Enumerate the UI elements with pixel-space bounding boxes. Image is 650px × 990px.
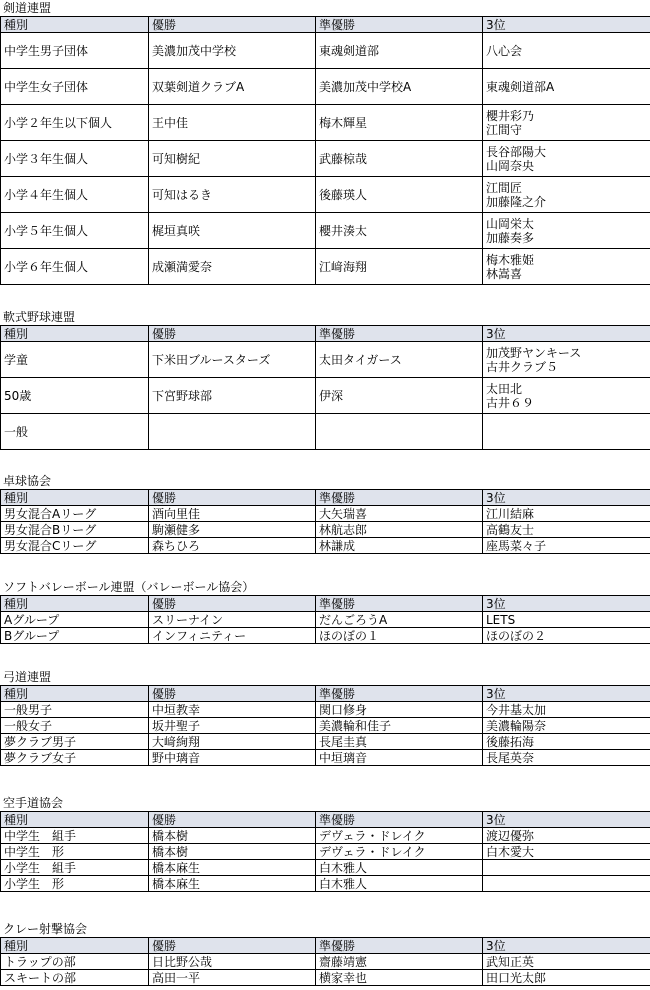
winner-cell: 酒向里佳 xyxy=(149,506,316,522)
third-place-cell xyxy=(483,860,650,876)
cell-line: 太田北 xyxy=(486,381,523,396)
table-row xyxy=(1,954,650,970)
column-header: 種別 xyxy=(1,812,149,828)
runner-up-cell: 武藤椋哉 xyxy=(316,141,483,177)
category-cell: 小学３年生個人 xyxy=(1,141,149,177)
category-cell: Bグループ xyxy=(1,628,149,644)
runner-up-cell: 江﨑海翔 xyxy=(316,249,483,285)
column-header: 優勝 xyxy=(149,490,316,506)
category-cell: 小学２年生以下個人 xyxy=(1,105,149,141)
column-header: 準優勝 xyxy=(316,17,483,33)
category-cell: 一般 xyxy=(1,414,149,450)
winner-cell: 高田一平 xyxy=(149,970,316,986)
column-header: 3位 xyxy=(483,938,650,954)
third-place-cell: 武知正英 xyxy=(483,954,650,970)
category-cell: 中学生女子団体 xyxy=(1,69,149,105)
table-header-row xyxy=(1,326,650,342)
column-header: 準優勝 xyxy=(316,326,483,342)
runner-up-cell: だんごろうA xyxy=(316,612,483,628)
third-place-cell: 今井基太加 xyxy=(483,702,650,718)
third-place-cell xyxy=(483,141,650,177)
category-cell: 一般男子 xyxy=(1,702,149,718)
results-section xyxy=(0,921,650,986)
winner-cell: 王中佳 xyxy=(149,105,316,141)
cell-line: 櫻井彩乃 xyxy=(486,108,535,123)
winner-cell: 橋本麻生 xyxy=(149,876,316,892)
results-table xyxy=(0,937,650,986)
cell-line: 山岡栄太 xyxy=(486,216,535,231)
column-header: 3位 xyxy=(483,596,650,612)
cell-line: 長谷部陽大 xyxy=(486,144,547,159)
table-row xyxy=(1,750,650,766)
category-cell: 学童 xyxy=(1,342,149,378)
winner-cell: 下米田ブルースターズ xyxy=(149,342,316,378)
table-header-row xyxy=(1,812,650,828)
category-cell: 50歳 xyxy=(1,378,149,414)
column-header: 種別 xyxy=(1,326,149,342)
winner-cell: 森ちひろ xyxy=(149,538,316,554)
table-row xyxy=(1,378,650,414)
winner-cell: 可知はるき xyxy=(149,177,316,213)
column-header: 優勝 xyxy=(149,938,316,954)
category-cell: Aグループ xyxy=(1,612,149,628)
table-row xyxy=(1,844,650,860)
runner-up-cell: ほのぼの１ xyxy=(316,628,483,644)
table-header-row xyxy=(1,596,650,612)
category-cell: 男女混合Bリーグ xyxy=(1,522,149,538)
category-cell: 夢クラブ女子 xyxy=(1,750,149,766)
category-cell: 一般女子 xyxy=(1,718,149,734)
third-place-cell: 座馬菜々子 xyxy=(483,538,650,554)
cell-line: 加藤隆之介 xyxy=(486,194,547,209)
third-place-cell: 八心会 xyxy=(483,33,650,69)
winner-cell xyxy=(149,414,316,450)
runner-up-cell: 美濃加茂中学校A xyxy=(316,69,483,105)
third-place-cell: 白木愛大 xyxy=(483,844,650,860)
column-header: 優勝 xyxy=(149,326,316,342)
table-row xyxy=(1,734,650,750)
section-title: ソフトバレーボール連盟（バレーボール協会） xyxy=(3,580,255,594)
third-place-cell: LETS xyxy=(483,612,650,628)
table-row xyxy=(1,414,650,450)
column-header: 優勝 xyxy=(149,17,316,33)
results-table xyxy=(0,811,650,892)
results-section xyxy=(0,473,650,554)
column-header: 3位 xyxy=(483,686,650,702)
runner-up-cell: 伊深 xyxy=(316,378,483,414)
third-place-cell: 美濃輪陽奈 xyxy=(483,718,650,734)
third-place-cell xyxy=(483,105,650,141)
table-row xyxy=(1,860,650,876)
category-cell: 小学生 組手 xyxy=(1,860,149,876)
results-table xyxy=(0,16,650,285)
table-row xyxy=(1,141,650,177)
section-title: 弓道連盟 xyxy=(3,670,52,684)
results-table xyxy=(0,489,650,554)
category-cell: 小学４年生個人 xyxy=(1,177,149,213)
column-header: 準優勝 xyxy=(316,490,483,506)
table-row xyxy=(1,628,650,644)
winner-cell: 野中璃音 xyxy=(149,750,316,766)
column-header: 種別 xyxy=(1,17,149,33)
table-row xyxy=(1,718,650,734)
cell-line: 林嵩喜 xyxy=(486,266,523,281)
runner-up-cell: 長尾圭真 xyxy=(316,734,483,750)
third-place-cell: 江川結麻 xyxy=(483,506,650,522)
winner-cell: インフィニティー xyxy=(149,628,316,644)
third-place-cell: 渡辺優弥 xyxy=(483,828,650,844)
runner-up-cell: 大矢瑞喜 xyxy=(316,506,483,522)
runner-up-cell xyxy=(316,414,483,450)
column-header: 種別 xyxy=(1,596,149,612)
column-header: 準優勝 xyxy=(316,938,483,954)
category-cell: 中学生 組手 xyxy=(1,828,149,844)
results-section xyxy=(0,795,650,892)
category-cell: トラップの部 xyxy=(1,954,149,970)
runner-up-cell: 後藤瑛人 xyxy=(316,177,483,213)
runner-up-cell: 中垣璃音 xyxy=(316,750,483,766)
runner-up-cell: 梅木輝星 xyxy=(316,105,483,141)
winner-cell: 坂井聖子 xyxy=(149,718,316,734)
runner-up-cell: 太田タイガース xyxy=(316,342,483,378)
results-table xyxy=(0,685,650,766)
category-cell: 小学生 形 xyxy=(1,876,149,892)
third-place-cell xyxy=(483,876,650,892)
runner-up-cell: 白木雅人 xyxy=(316,876,483,892)
table-row xyxy=(1,177,650,213)
runner-up-cell: 櫻井湊太 xyxy=(316,213,483,249)
cell-line: 古井クラブ５ xyxy=(486,359,559,374)
table-row xyxy=(1,522,650,538)
table-row xyxy=(1,970,650,986)
third-place-cell xyxy=(483,414,650,450)
column-header: 優勝 xyxy=(149,686,316,702)
section-title: 卓球協会 xyxy=(3,474,52,488)
runner-up-cell: 白木雅人 xyxy=(316,860,483,876)
table-row xyxy=(1,702,650,718)
third-place-cell xyxy=(483,177,650,213)
results-section xyxy=(0,309,650,450)
column-header: 優勝 xyxy=(149,596,316,612)
column-header: 優勝 xyxy=(149,812,316,828)
winner-cell: 中垣教幸 xyxy=(149,702,316,718)
winner-cell: 下宮野球部 xyxy=(149,378,316,414)
results-table xyxy=(0,595,650,644)
category-cell: 小学５年生個人 xyxy=(1,213,149,249)
runner-up-cell: 関口修身 xyxy=(316,702,483,718)
column-header: 種別 xyxy=(1,490,149,506)
section-title: 剣道連盟 xyxy=(3,1,52,15)
runner-up-cell: デヴェラ・ドレイク xyxy=(316,844,483,860)
winner-cell: 成瀬満愛奈 xyxy=(149,249,316,285)
table-row xyxy=(1,538,650,554)
runner-up-cell: 林謙成 xyxy=(316,538,483,554)
third-place-cell: 後藤拓海 xyxy=(483,734,650,750)
column-header: 3位 xyxy=(483,17,650,33)
winner-cell: 美濃加茂中学校 xyxy=(149,33,316,69)
table-row xyxy=(1,249,650,285)
category-cell: 男女混合Aリーグ xyxy=(1,506,149,522)
column-header: 3位 xyxy=(483,812,650,828)
winner-cell: 橋本麻生 xyxy=(149,860,316,876)
third-place-cell xyxy=(483,378,650,414)
results-section xyxy=(0,0,650,285)
table-row xyxy=(1,105,650,141)
third-place-cell: 田口光太郎 xyxy=(483,970,650,986)
category-cell: スキートの部 xyxy=(1,970,149,986)
winner-cell: 駒瀬健多 xyxy=(149,522,316,538)
column-header: 準優勝 xyxy=(316,596,483,612)
winner-cell: 橋本樹 xyxy=(149,844,316,860)
category-cell: 夢クラブ男子 xyxy=(1,734,149,750)
winner-cell: 橋本樹 xyxy=(149,828,316,844)
runner-up-cell: 横家幸也 xyxy=(316,970,483,986)
table-row xyxy=(1,342,650,378)
third-place-cell: 東魂剣道部A xyxy=(483,69,650,105)
column-header: 種別 xyxy=(1,686,149,702)
cell-line: 山岡奈央 xyxy=(486,158,535,173)
cell-line: 江間守 xyxy=(486,122,523,137)
runner-up-cell: 林航志郎 xyxy=(316,522,483,538)
column-header: 準優勝 xyxy=(316,812,483,828)
runner-up-cell: 齋藤靖憲 xyxy=(316,954,483,970)
third-place-cell: 長尾英奈 xyxy=(483,750,650,766)
results-section xyxy=(0,579,650,644)
cell-line: 加茂野ヤンキース xyxy=(486,345,582,360)
category-cell: 小学６年生個人 xyxy=(1,249,149,285)
column-header: 準優勝 xyxy=(316,686,483,702)
table-row xyxy=(1,612,650,628)
cell-line: 古井６９ xyxy=(486,395,535,410)
table-row xyxy=(1,828,650,844)
runner-up-cell: デヴェラ・ドレイク xyxy=(316,828,483,844)
column-header: 3位 xyxy=(483,490,650,506)
table-row xyxy=(1,69,650,105)
winner-cell: 双葉剣道クラブA xyxy=(149,69,316,105)
table-row xyxy=(1,506,650,522)
winner-cell: 大﨑絢翔 xyxy=(149,734,316,750)
cell-line: 加藤奏多 xyxy=(486,230,535,245)
third-place-cell xyxy=(483,342,650,378)
third-place-cell xyxy=(483,213,650,249)
section-title: クレー射撃協会 xyxy=(3,922,88,936)
third-place-cell xyxy=(483,249,650,285)
results-table xyxy=(0,325,650,450)
winner-cell: スリーナイン xyxy=(149,612,316,628)
category-cell: 中学生男子団体 xyxy=(1,33,149,69)
table-row xyxy=(1,33,650,69)
third-place-cell: 高鶴友士 xyxy=(483,522,650,538)
table-row xyxy=(1,876,650,892)
table-header-row xyxy=(1,686,650,702)
column-header: 3位 xyxy=(483,326,650,342)
cell-line: 梅木雅姫 xyxy=(486,252,535,267)
winner-cell: 梶垣真咲 xyxy=(149,213,316,249)
section-title: 軟式野球連盟 xyxy=(3,310,76,324)
category-cell: 中学生 形 xyxy=(1,844,149,860)
table-header-row xyxy=(1,17,650,33)
table-header-row xyxy=(1,938,650,954)
column-header: 種別 xyxy=(1,938,149,954)
runner-up-cell: 美濃輪和佳子 xyxy=(316,718,483,734)
table-row xyxy=(1,213,650,249)
winner-cell: 日比野公哉 xyxy=(149,954,316,970)
cell-line: 江間匠 xyxy=(486,180,523,195)
table-header-row xyxy=(1,490,650,506)
winner-cell: 可知樹紀 xyxy=(149,141,316,177)
section-title: 空手道協会 xyxy=(3,796,64,810)
third-place-cell: ほのぼの２ xyxy=(483,628,650,644)
results-section xyxy=(0,669,650,766)
category-cell: 男女混合Cリーグ xyxy=(1,538,149,554)
runner-up-cell: 東魂剣道部 xyxy=(316,33,483,69)
